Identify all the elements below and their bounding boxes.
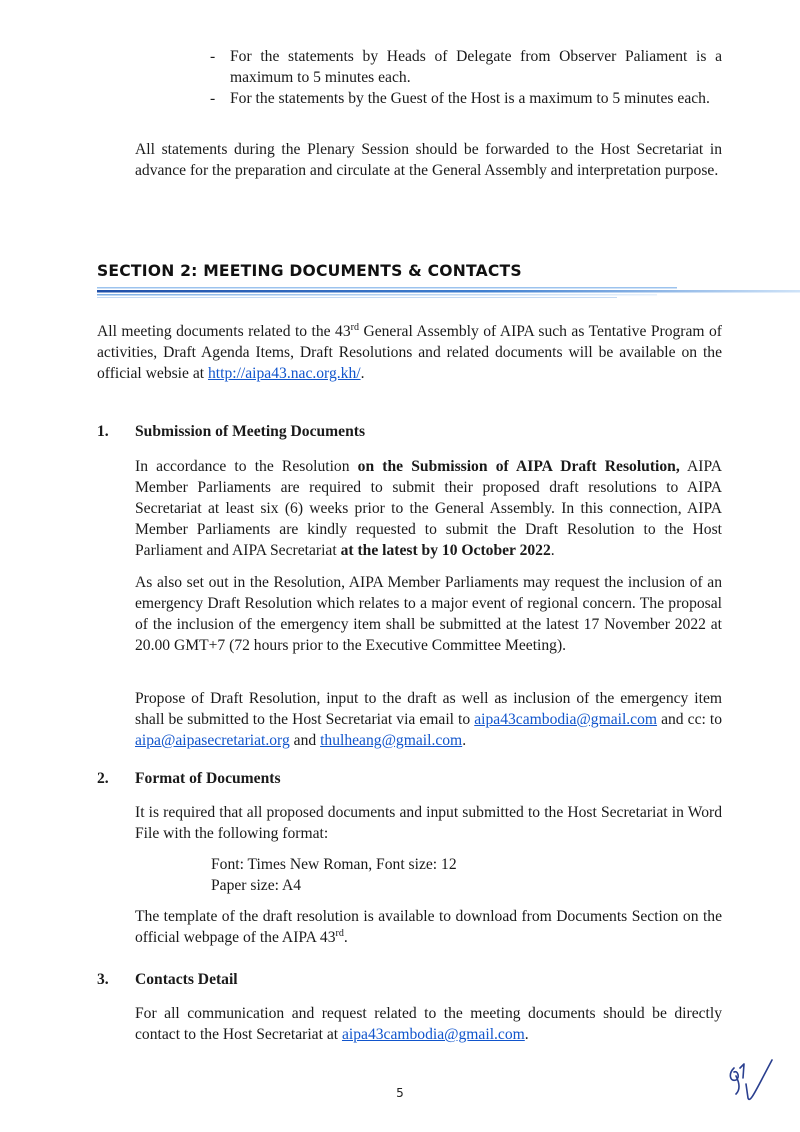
submission-paragraph-3 bbox=[135, 688, 722, 751]
paragraph-text: . bbox=[462, 732, 467, 749]
dash-marker: - bbox=[210, 90, 216, 107]
website-link[interactable]: http://aipa43.nac.org.kh/ bbox=[208, 365, 361, 382]
ordinal-suffix: rd bbox=[335, 927, 344, 939]
item-title: Format of Documents bbox=[135, 770, 281, 787]
list-item bbox=[210, 46, 722, 88]
documents-intro-paragraph bbox=[97, 321, 722, 384]
paragraph-text: and bbox=[289, 732, 321, 749]
statement-time-list bbox=[210, 46, 722, 109]
section-title: SECTION 2: MEETING DOCUMENTS & CONTACTS bbox=[97, 262, 522, 280]
email-link-host[interactable]: aipa43cambodia@gmail.com bbox=[341, 1026, 525, 1043]
paragraph-text: For all communication and request related to the meeting documents should be directly contact to the Host Secretariat at bbox=[135, 1005, 722, 1043]
paper-spec: Paper size: A4 bbox=[211, 877, 302, 894]
page-number: 5 bbox=[396, 1086, 404, 1100]
emphasis-text: on the Submission of AIPA Draft Resolution, bbox=[357, 458, 680, 475]
docs-intro-text: . bbox=[360, 365, 365, 382]
list-item bbox=[210, 88, 722, 109]
paragraph-text: . bbox=[343, 929, 348, 946]
paragraph-text: In accordance to the Resolution bbox=[135, 458, 358, 475]
submission-paragraph-2: As also set out in the Resolution, AIPA Member Parliaments may request the inclusion of an emergency Draft Resolution which relates to a major event of regional concern. The proposal of the inclusion of the emergency item shall be submitted at the latest 17 November 2022 at 20.00 GMT+7 (72 hours prior to the Executive Committee Meeting). bbox=[135, 574, 722, 654]
section-divider bbox=[97, 286, 800, 302]
dash-marker: - bbox=[210, 48, 216, 65]
item-number: 1. bbox=[97, 423, 109, 440]
paragraph-text: The template of the draft resolution is available to download from Documents Section on the official webpage of the AIPA 43 bbox=[135, 908, 722, 946]
paragraph-text: . bbox=[550, 542, 555, 559]
deadline-text: at the latest by 10 October 2022 bbox=[340, 542, 551, 559]
template-paragraph bbox=[135, 906, 722, 948]
plenary-statements-paragraph: All statements during the Plenary Session should be forwarded to the Host Secretariat in advance for the preparation and circulate at the General Assembly and interpretation purpose. bbox=[135, 141, 722, 179]
paragraph-text: . bbox=[524, 1026, 529, 1043]
paragraph-text: AIPA Member Parliaments are required to submit their proposed draft resolutions to AIPA Secretariat at least six (6) weeks prior to the General Assembly. In this connection, AIPA Member Parliaments are kindly requested to submit the Draft Resolution to the Host Parliament and AIPA Secretariat bbox=[135, 458, 722, 559]
format-paragraph: It is required that all proposed documents and input submitted to the Host Secretariat in Word File with the following format: bbox=[135, 804, 722, 842]
item-number: 2. bbox=[97, 770, 109, 787]
paragraph-text: and cc: to bbox=[657, 711, 722, 728]
item-title: Submission of Meeting Documents bbox=[135, 423, 366, 440]
item-number: 3. bbox=[97, 971, 109, 988]
contacts-paragraph bbox=[135, 1003, 722, 1045]
list-item-text: For the statements by Heads of Delegate from Observer Paliament is a maximum to 5 minutes each. bbox=[230, 48, 722, 86]
email-link-host[interactable]: aipa43cambodia@gmail.com bbox=[474, 711, 658, 728]
email-link-aipa[interactable]: aipa@aipasecretariat.org bbox=[135, 732, 290, 749]
ordinal-suffix: rd bbox=[350, 321, 359, 333]
submission-paragraph-1 bbox=[135, 456, 722, 561]
handwritten-initials-signature bbox=[726, 1054, 776, 1110]
font-spec: Font: Times New Roman, Font size: 12 bbox=[211, 856, 457, 873]
paragraph-text: Propose of Draft Resolution, input to the draft as well as inclusion of the emergency item shall be submitted to the Host Secretariat via email to bbox=[135, 690, 722, 728]
item-title: Contacts Detail bbox=[135, 971, 238, 988]
docs-intro-text: All meeting documents related to the 43 bbox=[97, 323, 351, 340]
list-item-text: For the statements by the Guest of the Host is a maximum to 5 minutes each. bbox=[230, 90, 710, 107]
email-link-thulheang[interactable]: thulheang@gmail.com bbox=[320, 732, 463, 749]
docs-intro-text: General Assembly of AIPA such as Tentative Program of activities, Draft Agenda Items, Draft Resolutions and related documents will be available on the official websie at bbox=[97, 323, 722, 382]
